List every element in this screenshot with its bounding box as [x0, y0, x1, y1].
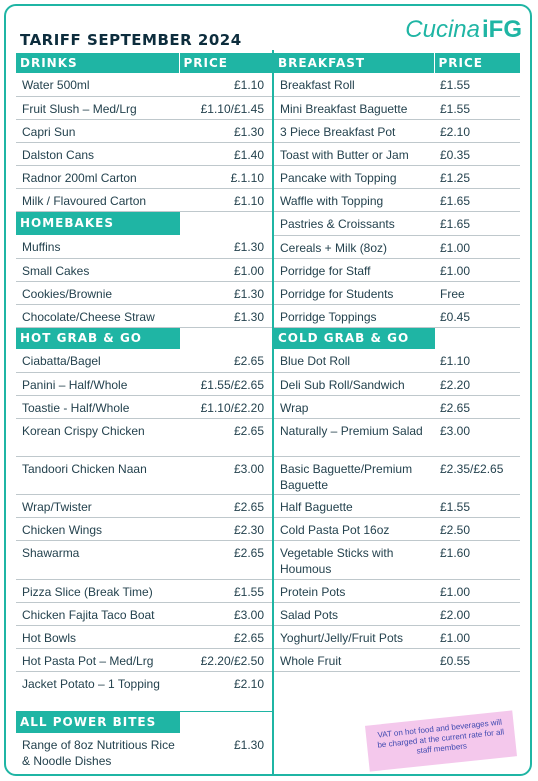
item-price: £1.25 — [434, 165, 520, 188]
hot-grab-row — [16, 494, 272, 517]
drinks-header: DRINKS — [16, 53, 179, 73]
item-name: Porridge for Students — [274, 281, 434, 304]
hot-grab-header-row — [16, 327, 272, 349]
item-name: Toastie - Half/Whole — [16, 395, 179, 418]
cold-grab-header: COLD GRAB & GO — [274, 327, 434, 349]
item-price: £1.30 — [179, 235, 272, 258]
cold-grab-header-row — [274, 327, 520, 349]
item-name: Cereals + Milk (8oz) — [274, 235, 434, 258]
power-bites-header: ALL POWER BITES — [16, 711, 179, 733]
item-price: £0.45 — [434, 304, 520, 327]
item-price: £1.30 — [233, 738, 264, 752]
logo-ifg: iFG — [482, 16, 522, 43]
item-name: Waffle with Topping — [274, 188, 434, 211]
item-name: Chicken Wings — [16, 517, 179, 540]
drinks-row — [16, 165, 272, 188]
item-name: Basic Baguette/Premium Baguette — [274, 456, 434, 494]
header-blank-cell — [179, 327, 272, 349]
hot-grab-row — [16, 671, 272, 711]
item-price: £2.65 — [179, 494, 272, 517]
hot-grab-row — [16, 395, 272, 418]
breakfast-row — [274, 119, 520, 142]
breakfast-header-row — [274, 53, 520, 73]
item-name: Ciabatta/Bagel — [16, 349, 179, 372]
item-name: Tandoori Chicken Naan — [16, 456, 179, 494]
item-name: Radnor 200ml Carton — [16, 165, 179, 188]
item-price: £2.65 — [179, 418, 272, 456]
cold-grab-row — [274, 418, 520, 456]
item-price: £1.30 — [179, 304, 272, 327]
item-price: £3.00 — [179, 456, 272, 494]
item-price: £2.30 — [179, 517, 272, 540]
item-name: Breakfast Roll — [274, 73, 434, 96]
breakfast-row — [274, 165, 520, 188]
item-price: £1.10 — [434, 349, 520, 372]
cold-grab-row — [274, 349, 520, 372]
item-price: £2.65 — [179, 540, 272, 579]
item-price: £2.50 — [434, 517, 520, 540]
breakfast-row — [274, 142, 520, 165]
item-price: £1.10 — [179, 188, 272, 211]
item-name: Pastries & Croissants — [274, 211, 434, 235]
item-name: Capri Sun — [16, 119, 179, 142]
hot-grab-row — [16, 540, 272, 579]
item-price: Free — [434, 281, 520, 304]
hot-grab-row — [16, 648, 272, 671]
homebakes-header-row — [16, 211, 272, 235]
item-name: Range of 8oz Nutritious Rice & Noodle Dishes — [22, 738, 175, 768]
header-blank-cell — [434, 327, 520, 349]
hot-grab-row — [16, 456, 272, 494]
item-price: £2.10 — [434, 119, 520, 142]
item-name: Hot Pasta Pot – Med/Lrg — [16, 648, 179, 671]
item-price: £1.40 — [179, 142, 272, 165]
item-name: Cold Pasta Pot 16oz — [274, 517, 434, 540]
drinks-header-row — [16, 53, 272, 73]
item-name: Protein Pots — [274, 579, 434, 602]
homebakes-row — [16, 304, 272, 327]
item-name: Dalston Cans — [16, 142, 179, 165]
cold-grab-row — [274, 372, 520, 395]
cold-grab-row — [274, 395, 520, 418]
item-name: Wrap/Twister — [16, 494, 179, 517]
drinks-row — [16, 96, 272, 119]
item-name: Mini Breakfast Baguette — [274, 96, 434, 119]
item-price: £2.20/£2.50 — [179, 648, 272, 671]
cucina-ifg-logo — [405, 16, 522, 44]
item-price: £2.65 — [179, 625, 272, 648]
item-name: Wrap — [274, 395, 434, 418]
breakfast-row — [274, 304, 520, 327]
item-name: Whole Fruit — [274, 648, 434, 671]
power-bites-row — [16, 733, 272, 773]
item-price: £2.20 — [434, 372, 520, 395]
breakfast-row — [274, 211, 520, 235]
hot-grab-row — [16, 372, 272, 395]
hot-grab-header: HOT GRAB & GO — [16, 327, 179, 349]
item-price: £1.65 — [434, 188, 520, 211]
item-price: £1.65 — [434, 211, 520, 235]
item-price: £1.30 — [179, 119, 272, 142]
left-column-table — [16, 53, 272, 773]
header-blank-cell — [179, 711, 272, 733]
item-price: £1.10 — [179, 73, 272, 96]
cold-grab-row — [274, 579, 520, 602]
homebakes-header: HOMEBAKES — [16, 211, 179, 235]
item-price: £1.00 — [434, 625, 520, 648]
item-price: £0.55 — [434, 648, 520, 671]
item-price: £1.60 — [434, 540, 520, 579]
item-price: £2.00 — [434, 602, 520, 625]
item-price: £1.10/£1.45 — [179, 96, 272, 119]
item-name: Yoghurt/Jelly/Fruit Pots — [274, 625, 434, 648]
item-name: Half Baguette — [274, 494, 434, 517]
cold-grab-row — [274, 517, 520, 540]
vat-sticky-note: VAT on hot food and beverages will be charged at the current rate for all staff members — [365, 710, 517, 771]
item-price: £1.55 — [434, 73, 520, 96]
item-price: £2.65 — [434, 395, 520, 418]
hot-grab-row — [16, 579, 272, 602]
item-price: £1.00 — [434, 579, 520, 602]
homebakes-row — [16, 258, 272, 281]
item-price: £2.10 — [233, 676, 264, 691]
item-name: Porridge Toppings — [274, 304, 434, 327]
cold-grab-row — [274, 602, 520, 625]
breakfast-header: BREAKFAST — [274, 53, 434, 73]
breakfast-row — [274, 258, 520, 281]
item-name: Muffins — [16, 235, 179, 258]
item-price: £1.00 — [434, 258, 520, 281]
hot-grab-row — [16, 517, 272, 540]
homebakes-row — [16, 281, 272, 304]
item-price: £3.00 — [179, 602, 272, 625]
item-name: 3 Piece Breakfast Pot — [274, 119, 434, 142]
breakfast-row — [274, 188, 520, 211]
item-price: £2.35/£2.65 — [434, 456, 520, 494]
item-name: Salad Pots — [274, 602, 434, 625]
item-price: £1.30 — [179, 281, 272, 304]
right-column-table — [274, 53, 520, 672]
breakfast-row — [274, 235, 520, 258]
drinks-price-header: PRICE — [179, 53, 272, 73]
cold-grab-row — [274, 540, 520, 579]
item-name: Naturally – Premium Salad — [274, 418, 434, 456]
drinks-row — [16, 142, 272, 165]
item-price: £0.35 — [434, 142, 520, 165]
item-price: £1.00 — [434, 235, 520, 258]
drinks-row — [16, 188, 272, 211]
item-price: £1.10/£2.20 — [179, 395, 272, 418]
breakfast-price-header: PRICE — [434, 53, 520, 73]
item-name: Water 500ml — [16, 73, 179, 96]
cold-grab-row — [274, 494, 520, 517]
hot-grab-row — [16, 349, 272, 372]
header-blank-cell — [179, 211, 272, 235]
hot-grab-row — [16, 602, 272, 625]
item-name: Chicken Fajita Taco Boat — [16, 602, 179, 625]
drinks-row — [16, 73, 272, 96]
item-name: Vegetable Sticks with Houmous — [274, 540, 434, 579]
cold-grab-row — [274, 456, 520, 494]
item-price: £1.55 — [434, 96, 520, 119]
homebakes-row — [16, 235, 272, 258]
hot-grab-row — [16, 418, 272, 456]
item-name: Blue Dot Roll — [274, 349, 434, 372]
item-name: Pizza Slice (Break Time) — [16, 579, 179, 602]
cold-grab-row — [274, 648, 520, 671]
item-name: Chocolate/Cheese Straw — [16, 304, 179, 327]
breakfast-row — [274, 73, 520, 96]
item-price: £3.00 — [434, 418, 520, 456]
item-name: Cookies/Brownie — [16, 281, 179, 304]
page-title: TARIFF SEPTEMBER 2024 — [20, 31, 242, 49]
item-name: Fruit Slush – Med/Lrg — [16, 96, 179, 119]
item-price: £1.55 — [179, 579, 272, 602]
item-name: Deli Sub Roll/Sandwich — [274, 372, 434, 395]
item-name: Small Cakes — [16, 258, 179, 281]
item-name: Hot Bowls — [16, 625, 179, 648]
item-price: £.1.10 — [179, 165, 272, 188]
cold-grab-row — [274, 625, 520, 648]
item-name: Shawarma — [16, 540, 179, 579]
item-name: Korean Crispy Chicken — [16, 418, 179, 456]
item-price: £1.00 — [179, 258, 272, 281]
item-name: Porridge for Staff — [274, 258, 434, 281]
logo-brand: Cucina — [405, 16, 480, 43]
item-name: Panini – Half/Whole — [16, 372, 179, 395]
hot-grab-row — [16, 625, 272, 648]
item-name: Milk / Flavoured Carton — [16, 188, 179, 211]
power-bites-header-row — [16, 711, 272, 733]
breakfast-row — [274, 96, 520, 119]
breakfast-row — [274, 281, 520, 304]
item-price: £1.55/£2.65 — [179, 372, 272, 395]
item-price: £2.65 — [179, 349, 272, 372]
drinks-row — [16, 119, 272, 142]
item-name: Jacket Potato – 1 Topping — [22, 676, 160, 691]
item-price: £1.55 — [434, 494, 520, 517]
item-name: Pancake with Topping — [274, 165, 434, 188]
item-name: Toast with Butter or Jam — [274, 142, 434, 165]
